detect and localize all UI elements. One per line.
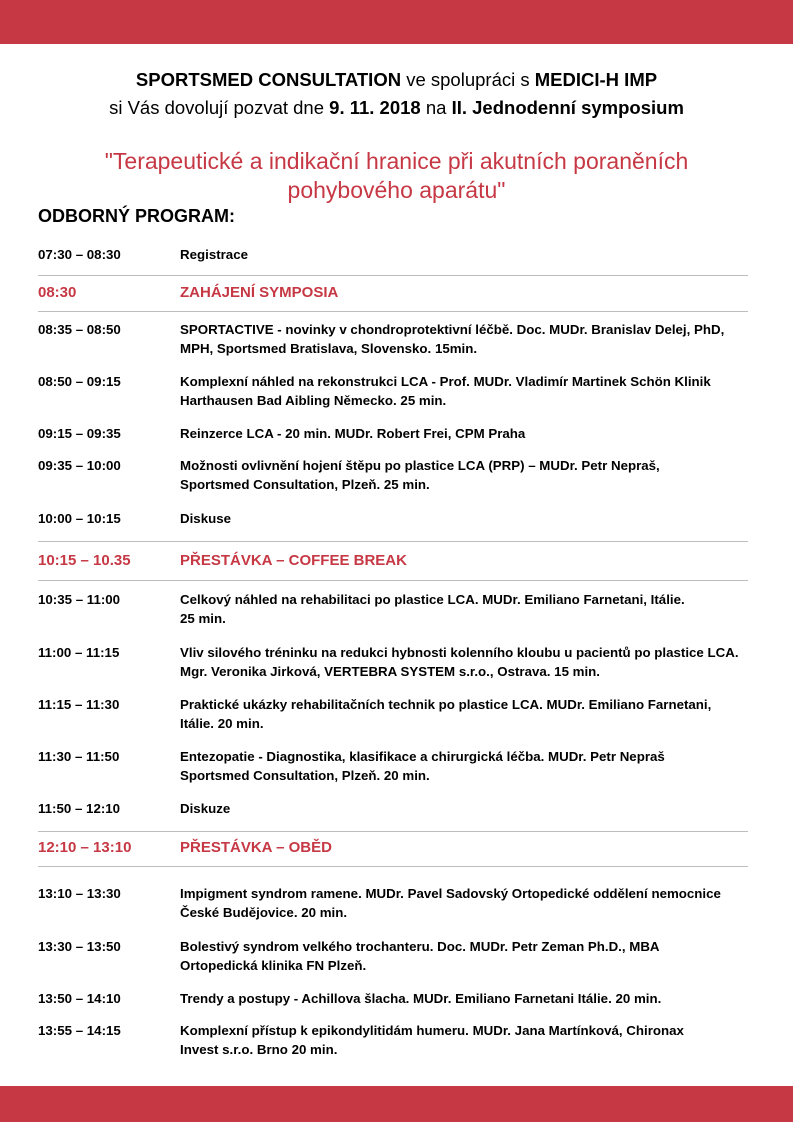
program-time: 10:35 – 11:00 [38,592,121,607]
section-divider [38,275,748,276]
on-text: na [425,97,447,118]
program-description [180,590,770,628]
program-description-line: Možnosti ovlivnění hojení štěpu po plastice LCA (PRP) – MUDr. Petr Nepraš, [180,458,660,473]
program-description-line: Mgr. Veronika Jirková, VERTEBRA SYSTEM s.r.o., Ostrava. 15 min. [180,664,600,679]
program-description [180,456,770,494]
program-time: 11:50 – 12:10 [38,801,121,816]
program-description-line: Celkový náhled na rehabilitaci po plastice LCA. MUDr. Emiliano Farnetani, Itálie. [180,592,685,607]
cooperation-text: ve spolupráci s [406,69,530,90]
program-description-line: Ortopedická klinika FN Plzeň. [180,958,367,973]
program-description-line: ZAHÁJENÍ SYMPOSIA [180,284,339,301]
program-description-line: Reinzerce LCA - 20 min. MUDr. Robert Frei, CPM Praha [180,426,526,441]
event-name: II. Jednodenní symposium [451,97,684,118]
section-divider [38,311,748,312]
program-description [180,551,770,570]
invitation-text [0,66,793,122]
program-description-line: České Budějovice. 20 min. [180,905,348,920]
program-description [180,937,770,975]
program-description-line: Impigment syndrom ramene. MUDr. Pavel Sadovský Ortopedické oddělení nemocnice [180,886,721,901]
program-description-line: 25 min. [180,611,226,626]
program-description-line: Bolestivý syndrom velkého trochanteru. Doc. MUDr. Petr Zeman Ph.D., MBA [180,939,660,954]
program-description [180,799,770,818]
organizer-name: SPORTSMED CONSULTATION [135,69,402,90]
program-time: 08:30 [38,284,77,301]
invitation-line-2 [0,94,793,122]
program-description-line: Komplexní přístup k epikondylitidám humeru. MUDr. Jana Martínková, Chironax [180,1023,684,1038]
program-description [180,643,770,681]
program-description-line: Diskuse [180,511,231,526]
section-divider [38,580,748,581]
program-description-line: Diskuze [180,801,231,816]
symposium-title [40,147,753,205]
section-divider [38,866,748,867]
partner-name: MEDICI-H IMP [534,69,658,90]
program-description-line: Vliv silového tréninku na redukci hybnosti kolenního kloubu u pacientů po plastice LCA. [180,645,739,660]
title-line-1: "Terapeutické a indikační hranice při akutních poraněních [104,148,689,174]
program-description-line: Harthausen Bad Aibling Německo. 25 min. [180,393,447,408]
program-description [180,320,770,358]
footer-band [0,1086,793,1122]
program-description [180,1021,770,1059]
program-time: 13:55 – 14:15 [38,1023,121,1038]
program-description-line: MPH, Sportsmed Bratislava, Slovensko. 15min. [180,341,478,356]
program-description-line: Trendy a postupy - Achillova šlacha. MUDr. Emiliano Farnetani Itálie. 20 min. [180,991,662,1006]
program-description-line: Itálie. 20 min. [180,716,264,731]
program-time: 08:50 – 09:15 [38,374,121,389]
program-time: 09:35 – 10:00 [38,458,121,473]
program-description-line: Komplexní náhled na rekonstrukci LCA - Prof. MUDr. Vladimír Martinek Schön Klinik [180,374,711,389]
event-date: 9. 11. 2018 [329,97,421,118]
program-description [180,695,770,733]
program-description-line: Entezopatie - Diagnostika, klasifikace a chirurgická léčba. MUDr. Petr Nepraš [180,749,665,764]
program-description [180,838,770,857]
program-description [180,245,770,264]
program-time: 12:10 – 13:10 [38,839,132,856]
program-time: 11:30 – 11:50 [38,749,120,764]
section-divider [38,831,748,832]
program-time: 11:15 – 11:30 [38,697,120,712]
program-description [180,509,770,528]
section-divider [38,541,748,542]
program-time: 08:35 – 08:50 [38,322,121,337]
program-description [180,884,770,922]
program-description-line: PŘESTÁVKA – COFFEE BREAK [180,552,407,569]
program-time: 09:15 – 09:35 [38,426,121,441]
program-description-line: Sportsmed Consultation, Plzeň. 25 min. [180,477,430,492]
program-description [180,372,770,410]
header-band [0,0,793,44]
program-description [180,283,770,302]
program-description-line: Praktické ukázky rehabilitačních technik po plastice LCA. MUDr. Emiliano Farnetani, [180,697,712,712]
program-description-line: Invest s.r.o. Brno 20 min. [180,1042,338,1057]
program-description [180,989,770,1008]
program-description-line: Registrace [180,247,248,262]
program-description [180,424,770,443]
program-time: 11:00 – 11:15 [38,645,120,660]
program-heading: ODBORNÝ PROGRAM: [38,206,235,226]
program-description [180,747,770,785]
program-time: 13:30 – 13:50 [38,939,121,954]
invitation-line-1 [0,66,793,94]
program-time: 13:10 – 13:30 [38,886,121,901]
program-time: 07:30 – 08:30 [38,247,121,262]
program-description-line: SPORTACTIVE - novinky v chondroprotektivní léčbě. Doc. MUDr. Branislav Delej, PhD, [180,322,725,337]
program-time: 10:15 – 10.35 [38,552,131,569]
program-time: 10:00 – 10:15 [38,511,121,526]
program-description-line: Sportsmed Consultation, Plzeň. 20 min. [180,768,430,783]
program-description-line: PŘESTÁVKA – OBĚD [180,839,332,856]
title-line-2: pohybového aparátu" [287,177,506,203]
program-time: 13:50 – 14:10 [38,991,121,1006]
invite-text: si Vás dovolují pozvat dne [109,97,325,118]
